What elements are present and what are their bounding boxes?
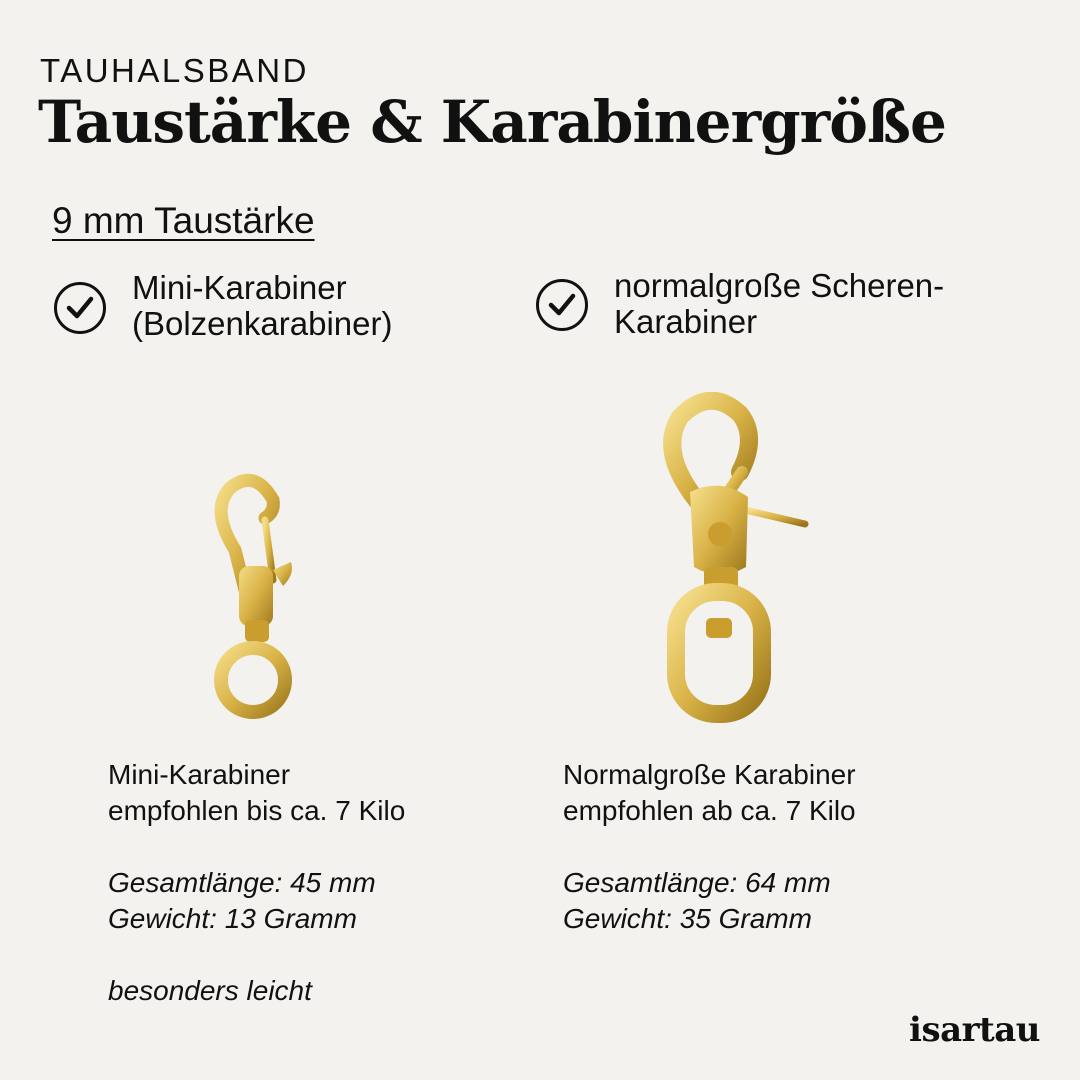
- eyebrow-label: TAUHALSBAND: [40, 52, 309, 89]
- product-name: Mini-Karabiner: [108, 759, 291, 790]
- product-mini-details: [108, 757, 405, 1009]
- checkmark-circle-icon: [536, 279, 588, 331]
- product-length: Gesamtlänge: 45 mm: [108, 867, 376, 898]
- option-mini-karabiner: [132, 270, 392, 342]
- normal-carabiner-image: [650, 392, 815, 727]
- option-line: normalgroße Scheren-: [614, 267, 945, 304]
- product-note: besonders leicht: [108, 975, 312, 1006]
- page-title: Taustärke & Karabinergröße: [38, 88, 946, 156]
- option-scheren-karabiner: [614, 268, 944, 340]
- option-line: Karabiner: [614, 303, 758, 340]
- product-recommendation: empfohlen bis ca. 7 Kilo: [108, 795, 406, 826]
- product-length: Gesamtlänge: 64 mm: [563, 867, 831, 898]
- product-name: Normalgroße Karabiner: [563, 759, 856, 790]
- product-weight: Gewicht: 35 Gramm: [563, 903, 812, 934]
- product-recommendation: empfohlen ab ca. 7 Kilo: [563, 795, 856, 826]
- checkmark-circle-icon: [54, 282, 106, 334]
- product-normal-details: [563, 757, 856, 937]
- mini-carabiner-image: [195, 470, 315, 730]
- option-line: (Bolzenkarabiner): [132, 305, 393, 342]
- brand-logo: isartau: [909, 1010, 1040, 1050]
- product-weight: Gewicht: 13 Gramm: [108, 903, 357, 934]
- section-subheading: 9 mm Taustärke: [52, 200, 315, 241]
- option-line: Mini-Karabiner: [132, 269, 347, 306]
